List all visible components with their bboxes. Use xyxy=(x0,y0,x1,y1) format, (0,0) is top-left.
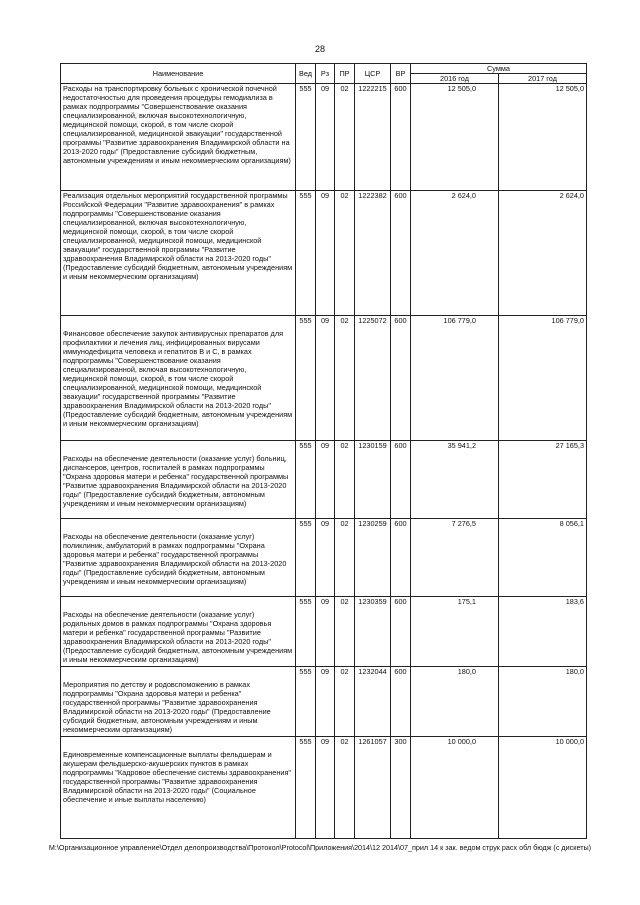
row-csr: 1225072 xyxy=(355,316,391,441)
budget-table xyxy=(60,63,587,839)
row-pr: 02 xyxy=(335,316,355,441)
table-row xyxy=(61,667,587,737)
row-amount-2016: 7 276,5 xyxy=(411,519,499,597)
row-amount-2017: 10 000,0 xyxy=(499,737,587,839)
row-vr: 600 xyxy=(391,597,411,667)
row-pr: 02 xyxy=(335,84,355,191)
row-vr: 600 xyxy=(391,441,411,519)
row-ved: 555 xyxy=(296,84,316,191)
row-vr: 600 xyxy=(391,316,411,441)
row-rz: 09 xyxy=(316,667,335,737)
table-row xyxy=(61,84,587,191)
row-pr: 02 xyxy=(335,597,355,667)
row-rz: 09 xyxy=(316,519,335,597)
table-row xyxy=(61,191,587,316)
row-ved: 555 xyxy=(296,737,316,839)
header-ved: Вед xyxy=(296,64,316,84)
row-amount-2016: 106 779,0 xyxy=(411,316,499,441)
table-row xyxy=(61,737,587,839)
row-ved: 555 xyxy=(296,667,316,737)
row-csr: 1230259 xyxy=(355,519,391,597)
row-ved: 555 xyxy=(296,316,316,441)
row-amount-2016: 2 624,0 xyxy=(411,191,499,316)
table-body xyxy=(61,84,587,839)
row-name: Расходы на транспортировку больных с хронической почечной недостаточностью для проведения процедуры гемодиализа в рамках подпрограммы "Совершенствование оказания специализированной, включая высокотехнологичную, медицинской помощи, скорой, в том числе скорой специализированной, медицинской эвакуации" государственной программы "Развитие здравоохранения Владимирской области на 2013-2020 годы" (Предоставление субсидий бюджетным, автономным учреждениям и иным некоммерческим организациям) xyxy=(61,84,296,191)
header-rz: Рз xyxy=(316,64,335,84)
row-ved: 555 xyxy=(296,519,316,597)
header-sum: Сумма xyxy=(411,64,587,74)
row-name: Расходы на обеспечение деятельности (оказание услуг) поликлиник, амбулаторий в рамках подпрограммы "Охрана здоровья матери и ребенка" государственной программы "Развитие здравоохранения Владимирской области на 2013-2020 годы" (Предоставление субсидий бюджетным, автономным учреждениям и иным некоммерческим организациям) xyxy=(61,519,296,597)
row-vr: 600 xyxy=(391,84,411,191)
row-name: Реализация отдельных мероприятий государственной программы Российской Федерации "Развитие здравоохранения" в рамках подпрограммы "Совершенствование оказания специализированной, включая высокотехнологичную, медицинской помощи, скорой, в том числе скорой специализированной, медицинской помощи, медицинской эвакуации" государственной программы "Развитие здравоохранения Владимирской области на 2013-2020 годы" (Предоставление субсидий бюджетным, автономным учреждениям и иным некоммерческим организациям) xyxy=(61,191,296,316)
row-amount-2016: 180,0 xyxy=(411,667,499,737)
row-vr: 600 xyxy=(391,191,411,316)
row-pr: 02 xyxy=(335,191,355,316)
header-vr: ВР xyxy=(391,64,411,84)
row-rz: 09 xyxy=(316,441,335,519)
header-name: Наименование xyxy=(61,64,296,84)
row-csr: 1232044 xyxy=(355,667,391,737)
table-row xyxy=(61,441,587,519)
header-year-2017: 2017 год xyxy=(499,74,587,84)
page-number: 28 xyxy=(314,44,325,54)
row-rz: 09 xyxy=(316,597,335,667)
row-csr: 1230159 xyxy=(355,441,391,519)
row-rz: 09 xyxy=(316,737,335,839)
row-vr: 600 xyxy=(391,667,411,737)
row-vr: 300 xyxy=(391,737,411,839)
header-year-2016: 2016 год xyxy=(411,74,499,84)
row-ved: 555 xyxy=(296,441,316,519)
header-pr: ПР xyxy=(335,64,355,84)
row-rz: 09 xyxy=(316,316,335,441)
row-name: Финансовое обеспечение закупок антивирусных препаратов для профилактики и лечения лиц, инфицированных вирусами иммунодефицита человека и гепатитов В и С, в рамках подпрограммы "Совершенствование оказания специализированной, включая высокотехнологичную, медицинской помощи, скорой, в том числе скорой специализированной, медицинской помощи, медицинской эвакуации" государственной программы "Развитие здравоохранения Владимирской области на 2013-2020 годы" (Предоставление субсидий бюджетным, автономным учреждениям и иным некоммерческим организациям) xyxy=(61,316,296,441)
row-vr: 600 xyxy=(391,519,411,597)
row-pr: 02 xyxy=(335,519,355,597)
row-csr: 1222215 xyxy=(355,84,391,191)
row-rz: 09 xyxy=(316,84,335,191)
row-amount-2017: 106 779,0 xyxy=(499,316,587,441)
row-csr: 1222382 xyxy=(355,191,391,316)
row-amount-2017: 27 165,3 xyxy=(499,441,587,519)
row-amount-2016: 175,1 xyxy=(411,597,499,667)
row-ved: 555 xyxy=(296,191,316,316)
row-amount-2017: 183,6 xyxy=(499,597,587,667)
row-rz: 09 xyxy=(316,191,335,316)
row-amount-2017: 2 624,0 xyxy=(499,191,587,316)
row-ved: 555 xyxy=(296,597,316,667)
table-header xyxy=(61,64,587,84)
row-name: Единовременные компенсационные выплаты фельдшерам и акушерам фельдшерско-акушерских пунктов в рамках подпрограммы "Кадровое обеспечение системы здравоохранения" государственной программы "Развитие здравоохранения Владимирской области на 2013-2020 годы" (Социальное обеспечение и иные выплаты населению) xyxy=(61,737,296,839)
row-pr: 02 xyxy=(335,737,355,839)
row-pr: 02 xyxy=(335,441,355,519)
row-name: Мероприятия по детству и родовспоможению в рамках подпрограммы "Охрана здоровья матери и ребенка" государственной программы "Развитие здравоохранения Владимирской области на 2013-2020 годы" (Предоставление субсидий бюджетным, автономным учреждениям и иным некоммерческим организациям) xyxy=(61,667,296,737)
footer-file-path: M:\Организационное управление\Отдел делопроизводства\Протокол\Protocol\Приложения\2014\12 2014\07_прил 14 к зак. ведом струк расх обл бюдж (с дискеты) xyxy=(48,843,592,852)
row-name: Расходы на обеспечение деятельности (оказание услуг) родильных домов в рамках подпрограммы "Охрана здоровья матери и ребенка" государственной программы "Развитие здравоохранения Владимирской области на 2013-2020 годы" (Предоставление субсидий бюджетным, автономным учреждениям и иным некоммерческим организациям) xyxy=(61,597,296,667)
row-amount-2017: 12 505,0 xyxy=(499,84,587,191)
row-csr: 1261057 xyxy=(355,737,391,839)
row-name: Расходы на обеспечение деятельности (оказание услуг) больниц, диспансеров, центров, госпиталей в рамках подпрограммы "Охрана здоровья матери и ребенка" государственной программы "Развитие здравоохранения Владимирской области на 2013-2020 годы" (Предоставление субсидий бюджетным, автономным учреждениям и иным некоммерческим организациям) xyxy=(61,441,296,519)
table-row xyxy=(61,519,587,597)
row-pr: 02 xyxy=(335,667,355,737)
table-row xyxy=(61,597,587,667)
row-amount-2016: 35 941,2 xyxy=(411,441,499,519)
table-row xyxy=(61,316,587,441)
row-amount-2016: 10 000,0 xyxy=(411,737,499,839)
row-amount-2016: 12 505,0 xyxy=(411,84,499,191)
row-amount-2017: 180,0 xyxy=(499,667,587,737)
row-amount-2017: 8 056,1 xyxy=(499,519,587,597)
header-csr: ЦСР xyxy=(355,64,391,84)
row-csr: 1230359 xyxy=(355,597,391,667)
